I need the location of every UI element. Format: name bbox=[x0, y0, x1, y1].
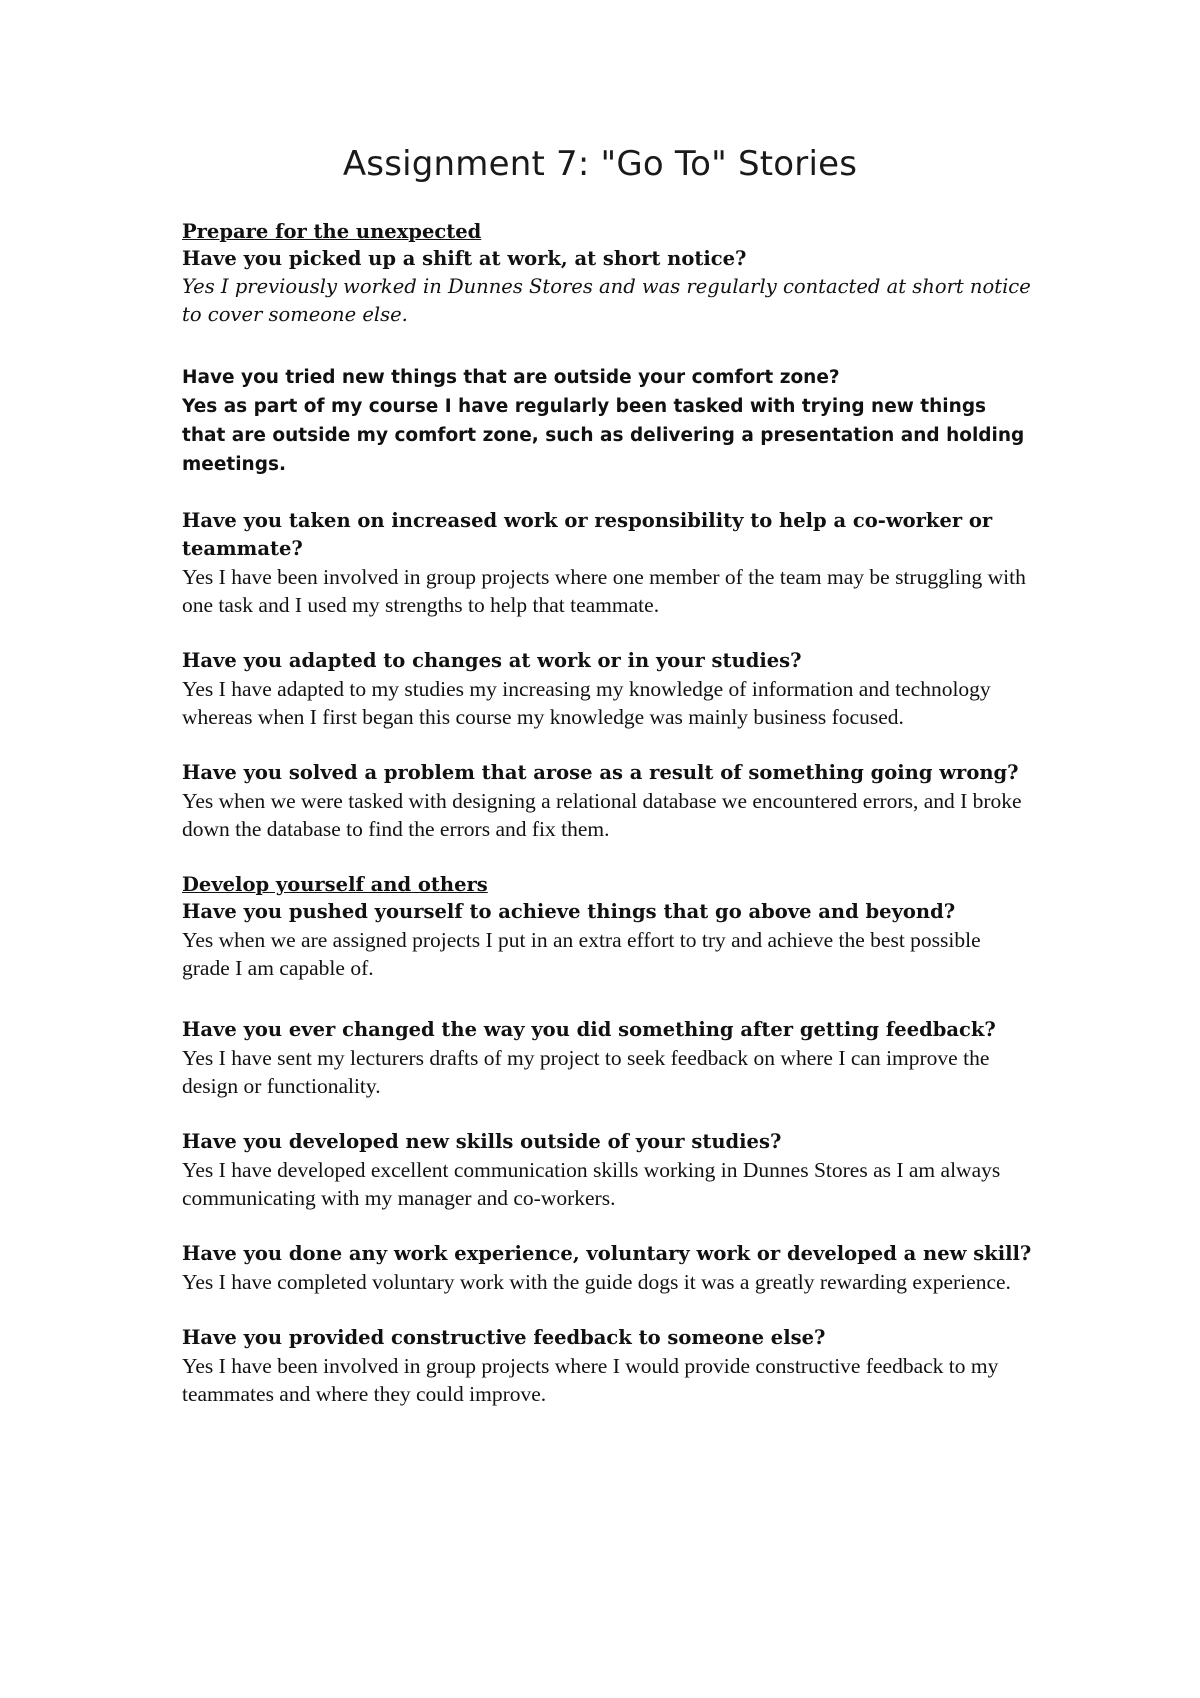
qa-item bbox=[182, 1128, 1032, 1212]
question: Have you pushed yourself to achieve things that go above and beyond? bbox=[182, 900, 956, 923]
answer: Yes I have sent my lecturers drafts of my project to seek feedback on where I can improve the design or functionality. bbox=[182, 1046, 990, 1098]
page-title: Assignment 7: "Go To" Stories bbox=[342, 144, 858, 184]
question: Have you provided constructive feedback to someone else? bbox=[182, 1326, 826, 1349]
document-body bbox=[182, 218, 1032, 1408]
answer: Yes I have adapted to my studies my increasing my knowledge of information and technology whereas when I first began this course my knowledge was mainly business focused. bbox=[182, 677, 991, 729]
qa-item bbox=[182, 647, 1032, 731]
section-heading: Prepare for the unexpected bbox=[182, 220, 482, 243]
question: Have you taken on increased work or responsibility to help a co-worker or teammate? bbox=[182, 509, 993, 560]
answer: Yes as part of my course I have regularly been tasked with trying new things that are outside my comfort zone, such as delivering a presentation and holding meetings. bbox=[182, 396, 1025, 475]
qa-item bbox=[182, 245, 1032, 329]
section-heading: Develop yourself and others bbox=[182, 873, 488, 896]
answer: Yes I have developed excellent communication skills working in Dunnes Stores as I am always communicating with my manager and co-workers. bbox=[182, 1158, 1001, 1210]
qa-item bbox=[182, 759, 1032, 843]
qa-item bbox=[182, 363, 1032, 479]
question: Have you done any work experience, voluntary work or developed a new skill? bbox=[182, 1242, 1032, 1265]
question: Have you picked up a shift at work, at short notice? bbox=[182, 247, 747, 270]
question: Have you ever changed the way you did something after getting feedback? bbox=[182, 1018, 996, 1041]
qa-item bbox=[182, 1324, 1032, 1408]
qa-item bbox=[182, 1016, 1032, 1100]
answer: Yes I have been involved in group projects where I would provide constructive feedback to my teammates and where they could improve. bbox=[182, 1354, 999, 1406]
question: Have you solved a problem that arose as a result of something going wrong? bbox=[182, 761, 1019, 784]
qa-item bbox=[182, 1240, 1032, 1296]
answer: Yes I have been involved in group projects where one member of the team may be struggling with one task and I used my strengths to help that teammate. bbox=[182, 565, 1026, 617]
question: Have you developed new skills outside of your studies? bbox=[182, 1130, 782, 1153]
answer: Yes I previously worked in Dunnes Stores and was regularly contacted at short notice to cover someone else. bbox=[182, 275, 1031, 326]
answer: Yes I have completed voluntary work with the guide dogs it was a greatly rewarding experience. bbox=[182, 1270, 1011, 1294]
qa-item bbox=[182, 898, 1032, 982]
answer: Yes when we were tasked with designing a relational database we encountered errors, and I broke down the database to find the errors and fix them. bbox=[182, 789, 1022, 841]
question: Have you adapted to changes at work or in your studies? bbox=[182, 649, 802, 672]
answer: Yes when we are assigned projects I put in an extra effort to try and achieve the best possible grade I am capable of. bbox=[182, 928, 981, 980]
question: Have you tried new things that are outside your comfort zone? bbox=[182, 367, 840, 388]
qa-item bbox=[182, 507, 1032, 619]
